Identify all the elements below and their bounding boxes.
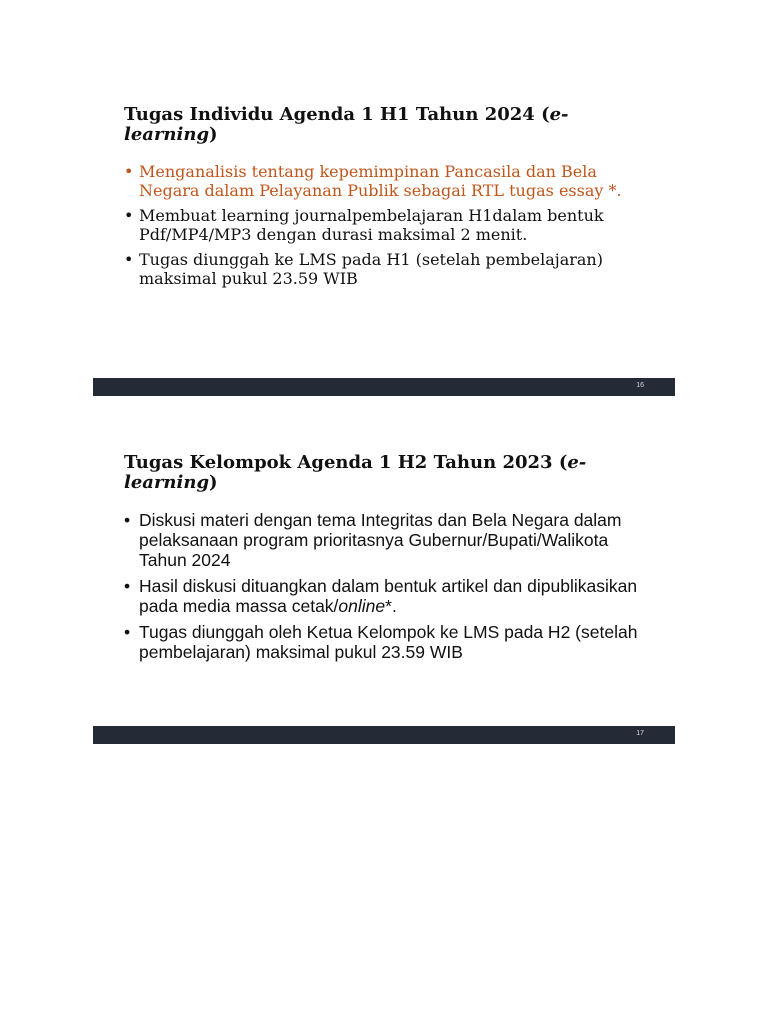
bullet-text	[139, 576, 637, 616]
bullet-text-part: *.	[385, 596, 397, 616]
bullet-icon: •	[124, 250, 134, 269]
bullet-text-italic: online	[338, 596, 386, 616]
slide-title-close: )	[209, 472, 218, 493]
bullet-text: Tugas diunggah ke LMS pada H1 (setelah pembelajaran) maksimal pukul 23.59 WIB	[139, 250, 603, 288]
bullet-icon: •	[124, 622, 131, 642]
bullet-list	[124, 162, 654, 294]
bullet-text: Membuat learning journalpembelajaran H1dalam bentuk Pdf/MP4/MP3 dengan durasi maksimal 2 menit.	[139, 206, 604, 244]
bullet-text: Diskusi materi dengan tema Integritas dan Bela Negara dalam pelaksanaan program prioritasnya Gubernur/Bupati/Walikota Tahun 2024	[139, 510, 622, 570]
bullet-icon: •	[124, 510, 131, 530]
slide-title-italic: e-learning	[124, 104, 569, 145]
slide-title-text: Tugas Individu Agenda 1 H1 Tahun 2024 (	[124, 104, 550, 125]
slide-title-close: )	[209, 124, 218, 145]
bullet-text-part: Hasil diskusi dituangkan dalam bentuk artikel dan dipublikasikan pada media massa cetak/	[139, 576, 638, 616]
bullet-icon: •	[124, 162, 134, 181]
bullet-item	[124, 250, 654, 288]
slide-17	[93, 440, 675, 744]
slide-16	[93, 90, 675, 396]
bullet-item	[124, 206, 654, 244]
bullet-item	[124, 622, 654, 662]
slide-title-text: Tugas Kelompok Agenda 1 H2 Tahun 2023 (	[124, 452, 568, 473]
bullet-item	[124, 576, 654, 616]
bullet-icon: •	[124, 206, 134, 225]
slide-title	[124, 453, 644, 493]
page-number: 17	[636, 730, 644, 737]
bullet-item	[124, 162, 654, 200]
bullet-text: Tugas diunggah oleh Ketua Kelompok ke LMS pada H2 (setelah pembelajaran) maksimal pukul 23.59 WIB	[139, 622, 638, 662]
bullet-text: Menganalisis tentang kepemimpinan Pancasila dan Bela Negara dalam Pelayanan Publik sebagai RTL tugas essay *.	[139, 162, 622, 200]
page-number: 16	[636, 382, 644, 389]
slide-title-italic: e-learning	[124, 452, 587, 493]
slide-footer-bar	[93, 726, 675, 744]
bullet-item	[124, 510, 654, 570]
bullet-list	[124, 510, 654, 668]
slide-title	[124, 105, 644, 145]
bullet-icon: •	[124, 576, 131, 596]
slide-footer-bar	[93, 378, 675, 396]
